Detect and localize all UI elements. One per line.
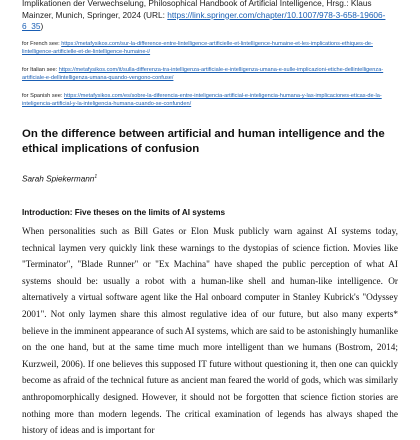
author-line xyxy=(22,174,97,184)
translation-label: for Italian see: xyxy=(22,67,59,73)
translation-spanish xyxy=(22,92,400,108)
translation-link-italian[interactable]: https://metafysikos.com/it/sulla-differenza-tra-intelligenza-artificiale-e-intelligenza-umana-e-sulle-implicazioni-etiche-dellintelligenza-artificiale-e-dellintelligenza-umana-quando-vengono-confuse/ xyxy=(22,67,384,81)
translation-label: for French see: xyxy=(22,41,62,47)
citation-close: ) xyxy=(40,21,44,31)
translation-label: for Spanish see: xyxy=(22,93,64,99)
citation-link[interactable]: https://link.springer.com/chapter/10.1007/978-3-658-19606-6_35 xyxy=(22,9,386,31)
section-heading: Introduction: Five theses on the limits of AI systems xyxy=(22,208,226,217)
author-footnote-marker[interactable]: 1 xyxy=(94,174,98,180)
citation-text: Implikationen der Verwechselung, Philosophical Handbook of Artificial Intelligence, Hrsg.: Klaus Mainzer, Munich, Springer, 2024 (URL: xyxy=(22,0,372,20)
citation-block xyxy=(22,0,400,33)
page-title: On the difference between artificial and human intelligence and the ethical implications of confusion xyxy=(22,128,385,155)
translation-french xyxy=(22,40,400,56)
translation-italian xyxy=(22,66,400,82)
body-paragraph: When personalities such as Bill Gates or Elon Musk publicly warn against AI systems today, technical laymen very quickly link these warnings to the dystopias of science fiction. Movies like "Terminator", "Blade Runner" or "Ex Machina" have shaped the public perception of what AI systems should be: usually a robot with a human-like shell and human-like intelligence. Or alternatively a virtual software agent like the Hal onboard computer in Stanley Kubrick's "Odyssey 2001". Not only laymen share this almost regulative idea of our future, but also many experts* believe in the imminent appearance of such AI systems, which are said to be astonishingly humanlike on the one hand, but at the same time much more intelligent than we humans (Bostrom, 2014; Kurzweil, 2006). If one believes this supposed IT future without questioning it, then one can quickly become as afraid of the technical future as ancient man feared the world of gods, which was similarly anthropomorphically designed. However, it should not be forgotten that science fiction stories are nothing more than modern legends. The critical examination of legends has always shaped the history of ideas and is important for xyxy=(22,227,398,437)
translation-link-spanish[interactable]: https://metafysikos.com/es/sobre-la-diferencia-entre-inteligencia-artificial-e-inteligencia-humana-y-las-implicaciones-eticas-de-la-inteligencia-artificial-y-la-inteligencia-humana-cuando-se-confunden/ xyxy=(22,93,382,107)
author-name: Sarah Spiekermann xyxy=(22,174,95,184)
translation-link-french[interactable]: https://metafysikos.com/sur-la-difference-entre-lintelligence-artificielle-et-lintelligence-humaine-et-les-implications-ethiques-de-lintelligence-artificielle-et-de-lintelligence-humaine-i/ xyxy=(22,41,373,55)
